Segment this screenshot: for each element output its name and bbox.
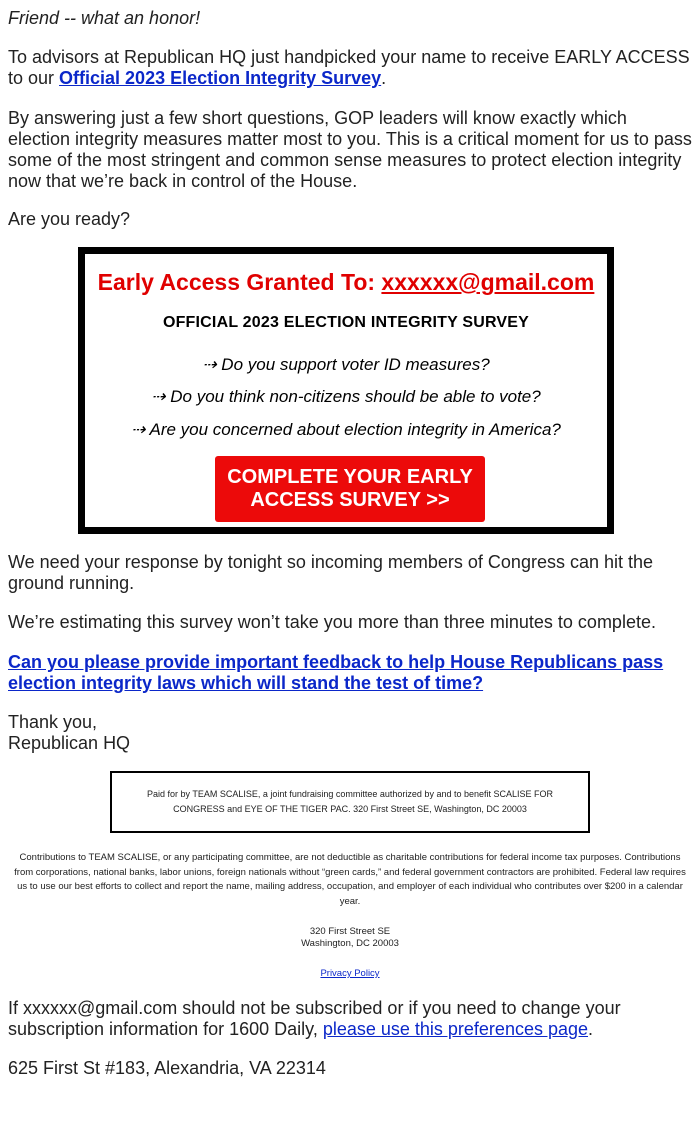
- survey-question-1: ⇢ Do you support voter ID measures?: [202, 355, 490, 374]
- paragraph-measures: By answering just a few short questions, GOP leaders will know exactly which election integrity measures matter most to you. This is a critical moment for us to pass some of the most stringent and common sense measures to protect election integrity now that we’re back in control of the House.: [8, 108, 692, 191]
- subscription-period: .: [588, 1019, 594, 1039]
- paid-for-disclaimer: [110, 771, 590, 833]
- survey-question-2: ⇢ Do you think non-citizens should be able to vote?: [151, 387, 541, 406]
- recipient-email[interactable]: xxxxxx@gmail.com: [381, 269, 595, 295]
- paragraph-estimate: We’re estimating this survey won’t take you more than three minutes to complete.: [8, 612, 656, 632]
- preferences-link[interactable]: please use this preferences page: [322, 1019, 589, 1039]
- feedback-link[interactable]: Can you please provide important feedback to help House Republicans pass election integrity laws which will stand the test of time?: [8, 652, 664, 693]
- cta-line-1: COMPLETE YOUR EARLY: [227, 466, 473, 488]
- intro-paragraph: [8, 47, 692, 89]
- intro-period: .: [381, 68, 387, 88]
- ready-question: Are you ready?: [8, 209, 131, 229]
- signoff-name: Republican HQ: [8, 733, 131, 753]
- survey-title: OFFICIAL 2023 ELECTION INTEGRITY SURVEY: [162, 314, 530, 331]
- survey-question-3: ⇢ Are you concerned about election integrity in America?: [131, 420, 561, 439]
- contributions-notice: Contributions to TEAM SCALISE, or any participating committee, are not deductible as charitable contributions for federal income tax purposes. Contributions from corporations, national banks, labor unions, foreign nationals without “green cards,” and federal government contractors are prohibited. Federal law requires us to use our best efforts to collect and report the name, mailing address, occupation, and employer of each individual who contributes over $200 in a calendar year.: [14, 852, 686, 907]
- paragraph-response: We need your response by tonight so incoming members of Congress can hit the ground running.: [8, 552, 654, 593]
- address-line-2: Washington, DC 20003: [301, 938, 399, 949]
- early-access-heading: [85, 268, 607, 296]
- survey-link[interactable]: Official 2023 Election Integrity Survey: [59, 68, 382, 88]
- address-line-1: 320 First Street SE: [309, 926, 391, 937]
- greeting: Friend -- what an honor!: [8, 8, 201, 28]
- paid-for-text: Paid for by TEAM SCALISE, a joint fundraising committee authorized by and to benefit SCALISE FOR CONGRESS and EYE OF THE TIGER PAC. 320 First Street SE, Washington, DC 20003: [146, 789, 554, 814]
- footer-address: 625 First St #183, Alexandria, VA 22314: [8, 1058, 326, 1078]
- subscription-notice: [8, 998, 692, 1040]
- early-access-label: Early Access Granted To:: [97, 269, 382, 295]
- cta-line-2: ACCESS SURVEY >>: [250, 489, 450, 511]
- survey-box: [78, 247, 614, 534]
- subscription-text: If xxxxxx@gmail.com should not be subscribed or if you need to change your subscription information for 1600 Daily,: [8, 998, 621, 1039]
- complete-survey-button[interactable]: [215, 456, 485, 522]
- privacy-policy-link[interactable]: Privacy Policy: [320, 968, 380, 979]
- intro-text: To advisors at Republican HQ just handpicked your name to receive EARLY ACCESS to our: [8, 47, 690, 88]
- signoff-thanks: Thank you,: [8, 712, 98, 732]
